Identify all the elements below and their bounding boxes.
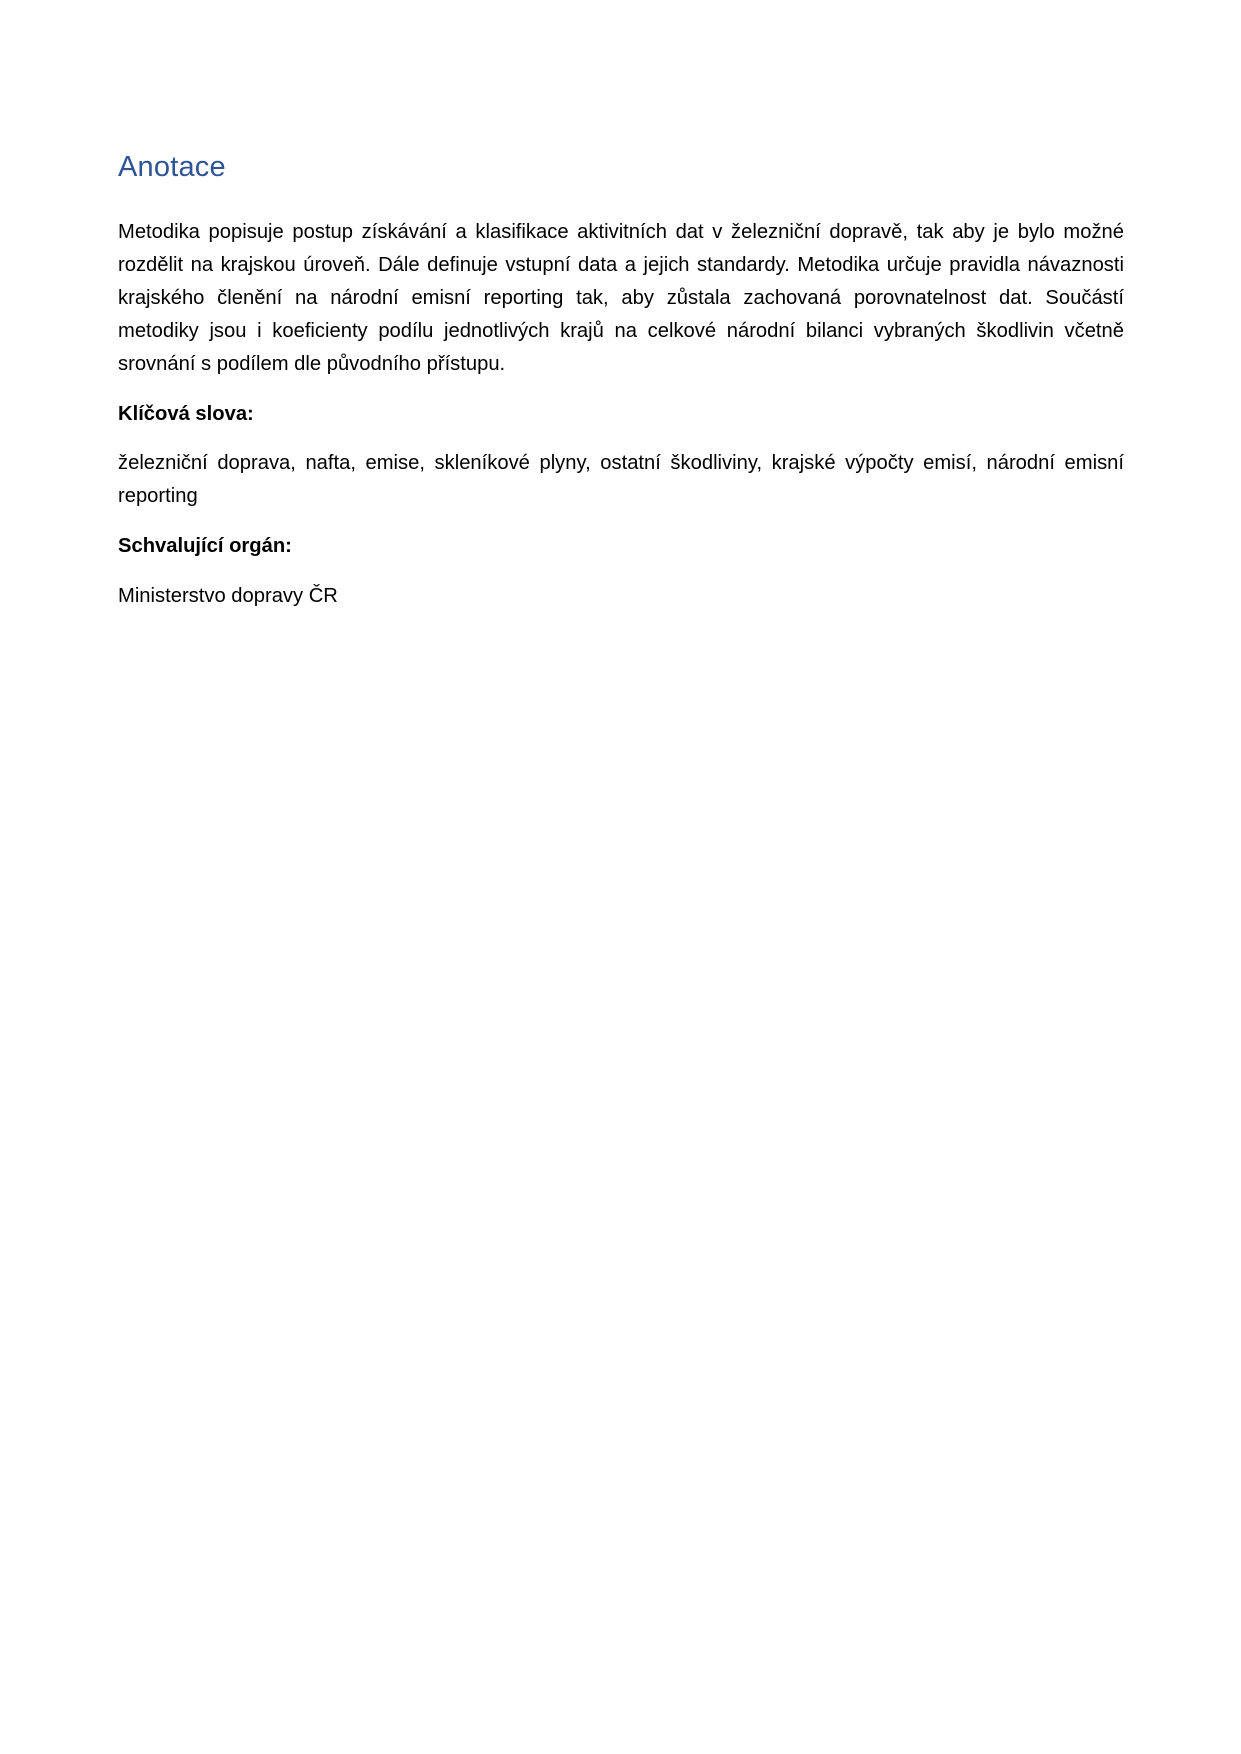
- approving-body-text: Ministerstvo dopravy ČR: [118, 585, 338, 607]
- abstract-paragraph: Metodika popisuje postup získávání a klasifikace aktivitních dat v železniční dopravě, tak aby je bylo možné rozdělit na krajskou úroveň. Dále definuje vstupní data a jejich standardy. Metodika určuje pravidla návaznosti krajského členění na národní emisní reporting tak, aby zůstala zachovaná porovnatelnost dat. Součástí metodiky jsou i koeficienty podílu jednotlivých krajů na celkové národní bilanci vybraných škodlivin včetně srovnání s podílem dle původního přístupu.: [118, 221, 1124, 375]
- section-heading: Anotace: [118, 151, 226, 183]
- keywords-text: železniční doprava, nafta, emise, skleníkové plyny, ostatní škodliviny, krajské výpočty emisí, národní emisní reporting: [118, 452, 1124, 507]
- keywords-label: Klíčová slova:: [118, 403, 254, 425]
- approving-body-label: Schvalující orgán:: [118, 535, 292, 557]
